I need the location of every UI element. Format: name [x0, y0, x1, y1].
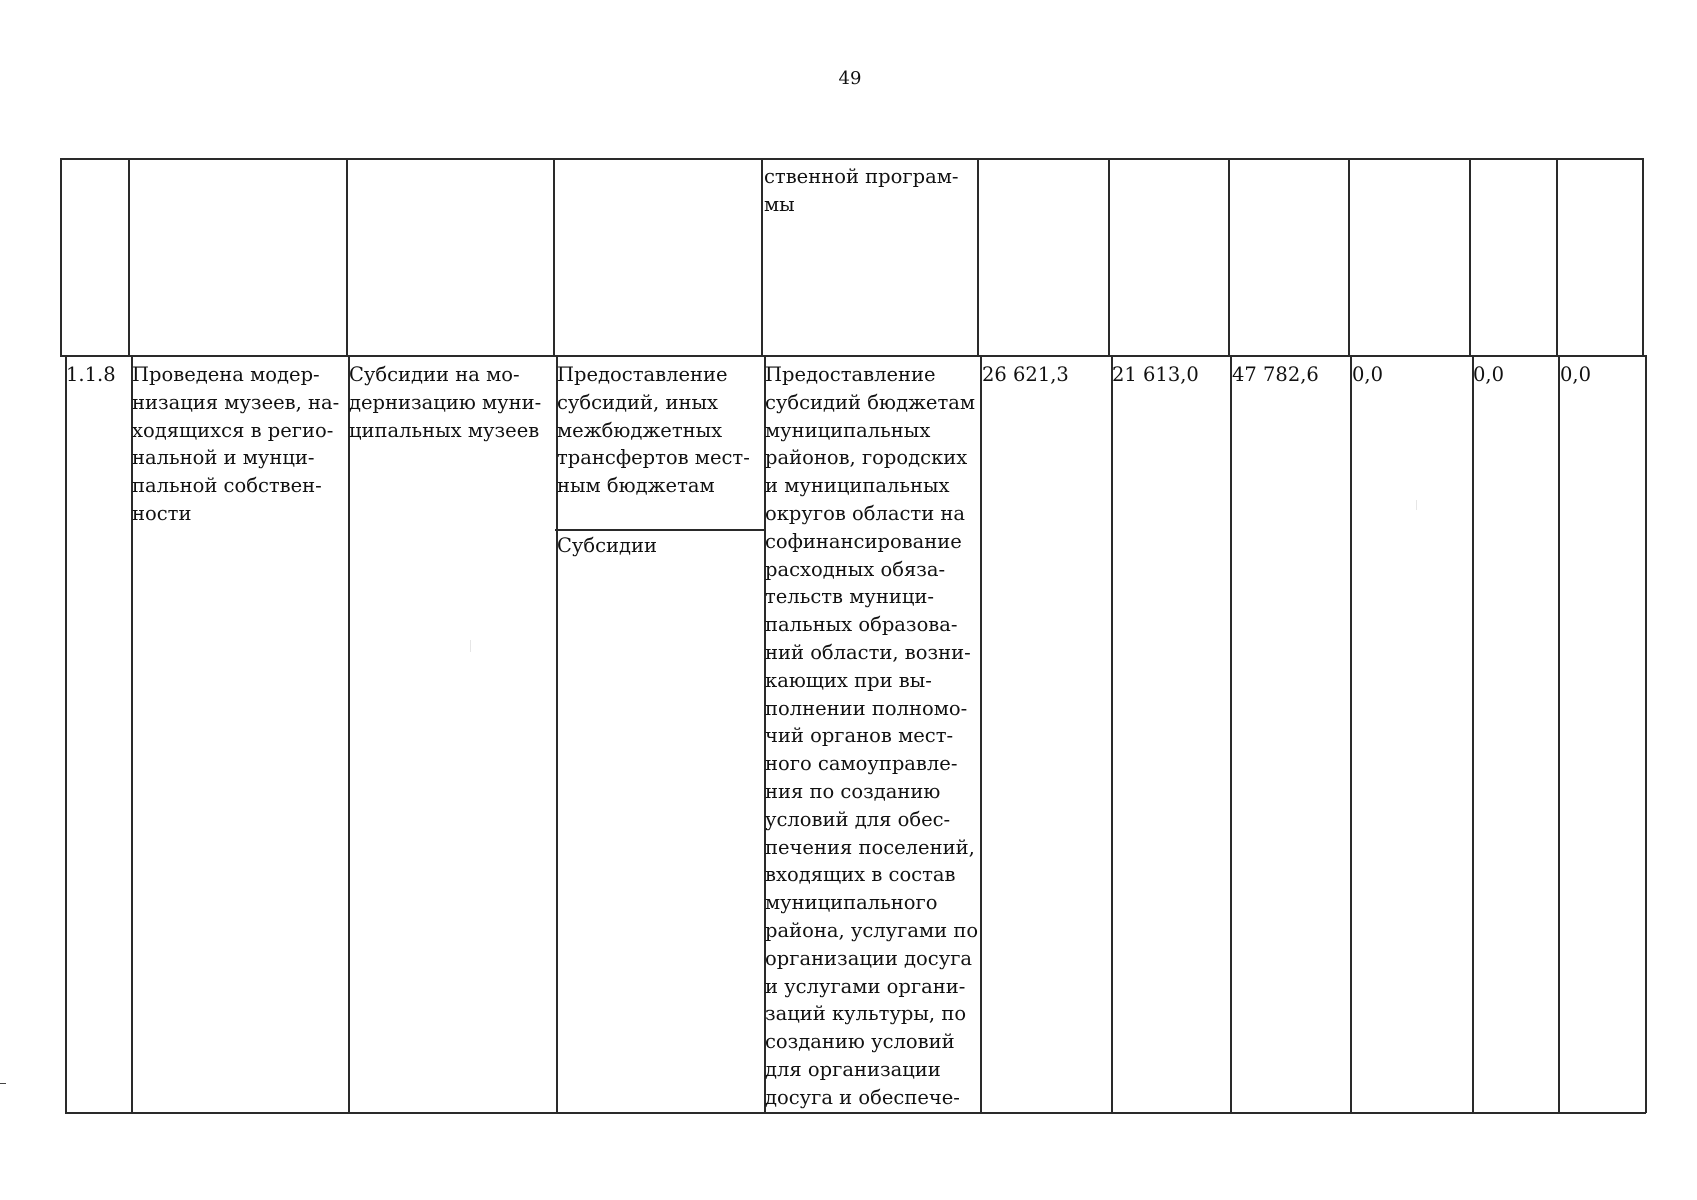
- column-line-8: [1348, 158, 1350, 356]
- column-line-11: [1642, 158, 1644, 356]
- column-line-7: [1228, 158, 1230, 356]
- value-cell: 0,0: [1473, 363, 1505, 386]
- column-line-5: [980, 355, 982, 1113]
- margin-mark: [0, 1083, 6, 1084]
- value-cell: 0,0: [1352, 363, 1384, 386]
- column-line-5: [977, 158, 979, 356]
- column-line-10: [1558, 355, 1560, 1113]
- column-line-1: [128, 158, 130, 356]
- table-top-border: [60, 158, 1644, 160]
- continued-description-cell: ственной програм- мы: [764, 165, 959, 216]
- column-line-11: [1645, 355, 1647, 1113]
- scan-artifact: [1416, 500, 1417, 510]
- column-line-7: [1230, 355, 1232, 1113]
- type-cell-top: Предоставление субсидий, иных межбюджетных трансфертов мест- ным бюджетам: [557, 363, 750, 498]
- value-cell: 21 613,0: [1112, 363, 1199, 386]
- column-line-3: [553, 158, 555, 356]
- value-cell: 26 621,3: [982, 363, 1069, 386]
- measure-cell: Субсидии на мо- дернизацию муни- ципальных музеев: [349, 363, 542, 442]
- column-line-6: [1108, 158, 1110, 356]
- subcell-divider: [555, 529, 766, 531]
- column-line-2: [346, 158, 348, 356]
- page-number: 49: [838, 68, 862, 89]
- value-cell: 47 782,6: [1232, 363, 1319, 386]
- column-line-4: [761, 158, 763, 356]
- column-line-9: [1472, 355, 1474, 1113]
- column-line-8: [1350, 355, 1352, 1113]
- table-bottom-border: [65, 1112, 1646, 1114]
- row-number-cell: 1.1.8: [66, 363, 116, 386]
- type-cell-bottom: Субсидии: [557, 534, 658, 557]
- column-line-0: [60, 158, 62, 356]
- value-cell: 0,0: [1560, 363, 1592, 386]
- column-line-6: [1111, 355, 1113, 1113]
- row-divider: [60, 355, 1646, 357]
- result-cell: Проведена модер- низация музеев, на- ходящихся в регио- нальной и мунци- пальной собствен- ности: [132, 363, 340, 525]
- description-cell: Предоставление субсидий бюджетам муниципальных районов, городских и муниципальных округов области на софинансирование расходных обяза- тельств муници- пальных образова- ний области, возни- кающих при вы- полнении полномо- чий органов мест- ного самоуправле- ния по созданию условий для обес- печения поселений, входящих в состав муниципального района, услугами по организации досуга и услугами органи- заций культуры, по созданию условий для организации досуга и обеспече-: [765, 363, 979, 1109]
- column-line-2: [348, 355, 350, 1113]
- column-line-9: [1469, 158, 1471, 356]
- column-line-10: [1556, 158, 1558, 356]
- scan-artifact: [470, 640, 471, 652]
- column-line-0: [65, 355, 67, 1113]
